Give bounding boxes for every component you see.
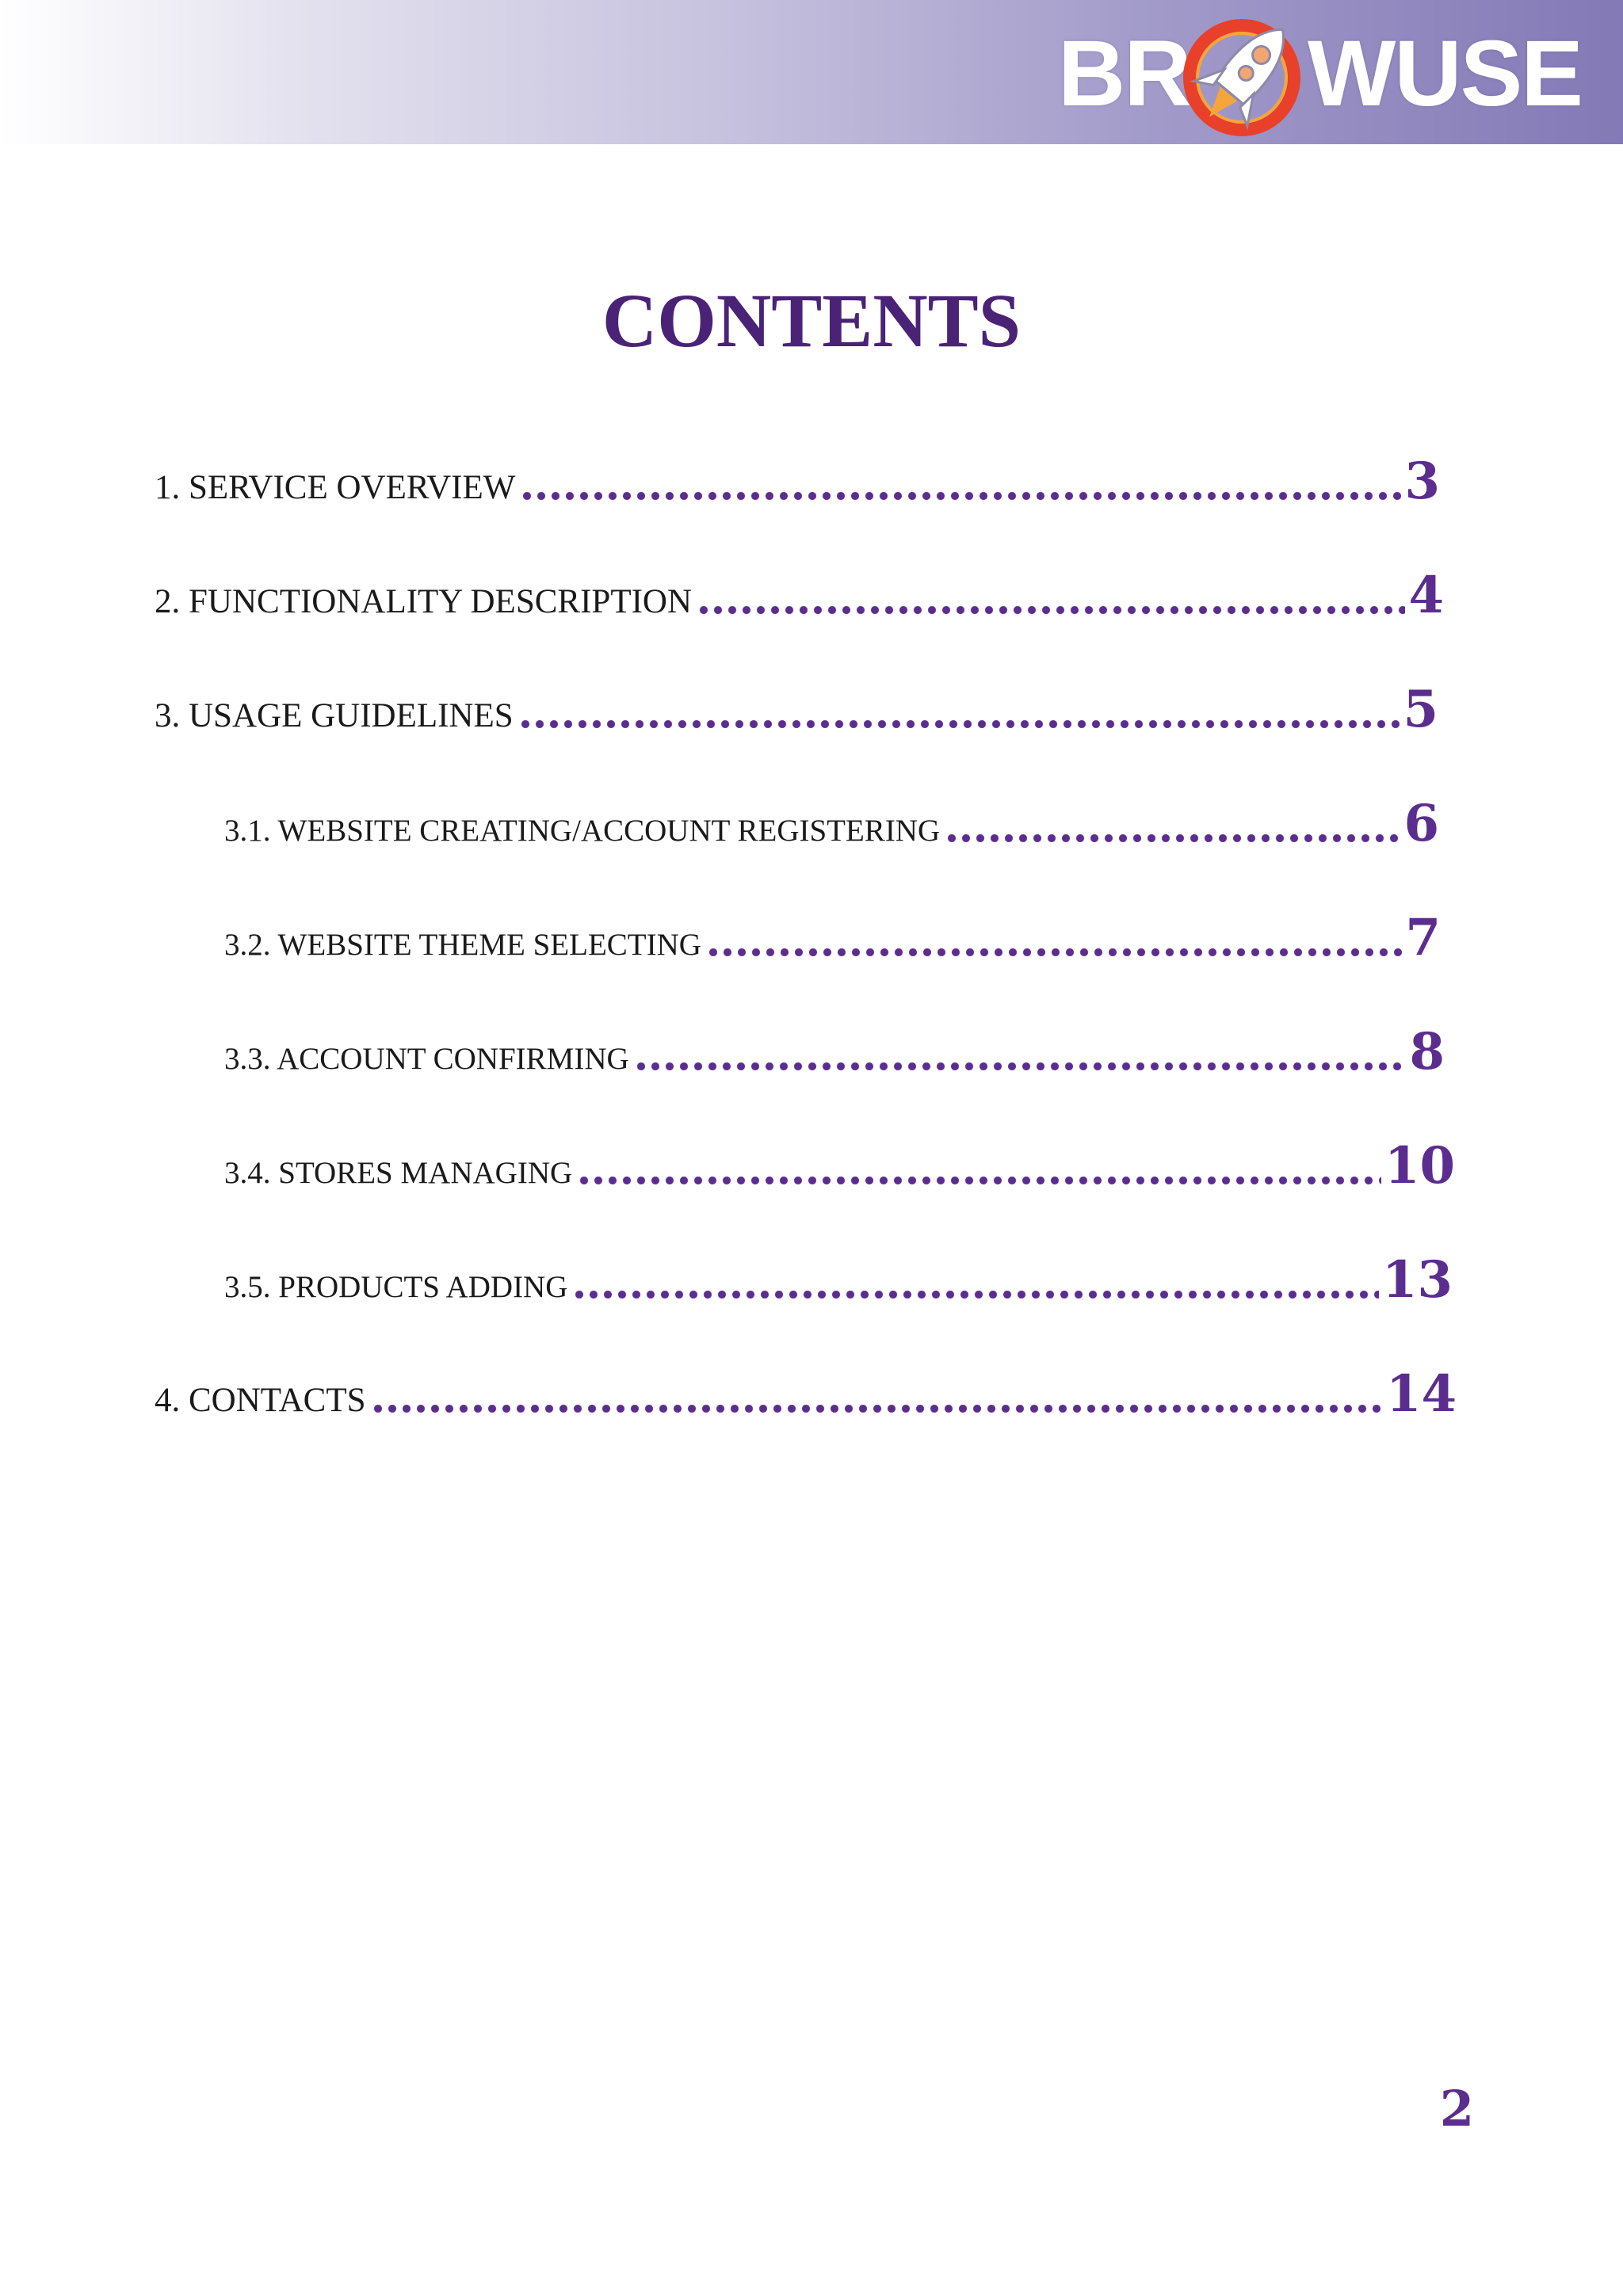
toc-item-stores-managing[interactable] xyxy=(224,1136,1455,1199)
toc-leader-dots xyxy=(706,948,1403,956)
toc-item-page: 13 xyxy=(1381,1250,1453,1310)
toc-item-contacts[interactable] xyxy=(155,1364,1457,1428)
toc-item-products-adding[interactable] xyxy=(224,1250,1453,1314)
toc-item-account-confirming[interactable] xyxy=(224,1022,1445,1085)
toc-item-page: 10 xyxy=(1384,1136,1455,1196)
contents-title: CONTENTS xyxy=(601,278,1022,363)
toc-item-label: 1. SERVICE OVERVIEW xyxy=(155,469,516,506)
toc-item-label: 2. FUNCTIONALITY DESCRIPTION xyxy=(155,583,693,620)
toc-item-page: 8 xyxy=(1409,1022,1445,1081)
toc-item-website-creating[interactable] xyxy=(224,794,1439,857)
toc-leader-dots xyxy=(572,1291,1379,1299)
toc-item-label: 4. CONTACTS xyxy=(155,1382,366,1419)
toc-item-page: 4 xyxy=(1408,566,1444,625)
toc-item-page: 14 xyxy=(1385,1364,1457,1424)
toc-item-label: 3.3. ACCOUNT CONFIRMING xyxy=(224,1042,629,1076)
toc-leader-dots xyxy=(697,606,1405,614)
toc-leader-dots xyxy=(945,834,1400,842)
toc-leader-dots xyxy=(518,720,1400,728)
toc-item-page: 6 xyxy=(1403,794,1439,853)
toc-item-usage-guidelines[interactable] xyxy=(155,680,1438,743)
toc-item-website-theme-selecting[interactable] xyxy=(224,908,1441,971)
toc-item-label: 3.1. WEBSITE CREATING/ACCOUNT REGISTERING xyxy=(224,814,941,848)
toc-item-page: 7 xyxy=(1405,908,1441,967)
toc-leader-dots xyxy=(634,1062,1407,1070)
toc-item-label: 3.2. WEBSITE THEME SELECTING xyxy=(224,928,701,962)
toc-item-label: 3. USAGE GUIDELINES xyxy=(155,697,514,734)
page-number: 2 xyxy=(1439,2080,1474,2138)
toc-leader-dots xyxy=(520,492,1401,500)
toc-item-service-overview[interactable] xyxy=(155,452,1440,515)
toc-leader-dots xyxy=(577,1177,1381,1184)
toc-item-functionality-description[interactable] xyxy=(155,566,1444,629)
toc-item-page: 5 xyxy=(1403,680,1438,739)
logo-text-left: BR xyxy=(1058,21,1190,126)
toc-leader-dots xyxy=(371,1405,1383,1413)
toc-item-label: 3.4. STORES MANAGING xyxy=(224,1156,573,1190)
toc-item-page: 3 xyxy=(1404,452,1440,511)
logo-text-right: WUSE xyxy=(1308,21,1582,126)
toc-item-label: 3.5. PRODUCTS ADDING xyxy=(224,1270,568,1304)
